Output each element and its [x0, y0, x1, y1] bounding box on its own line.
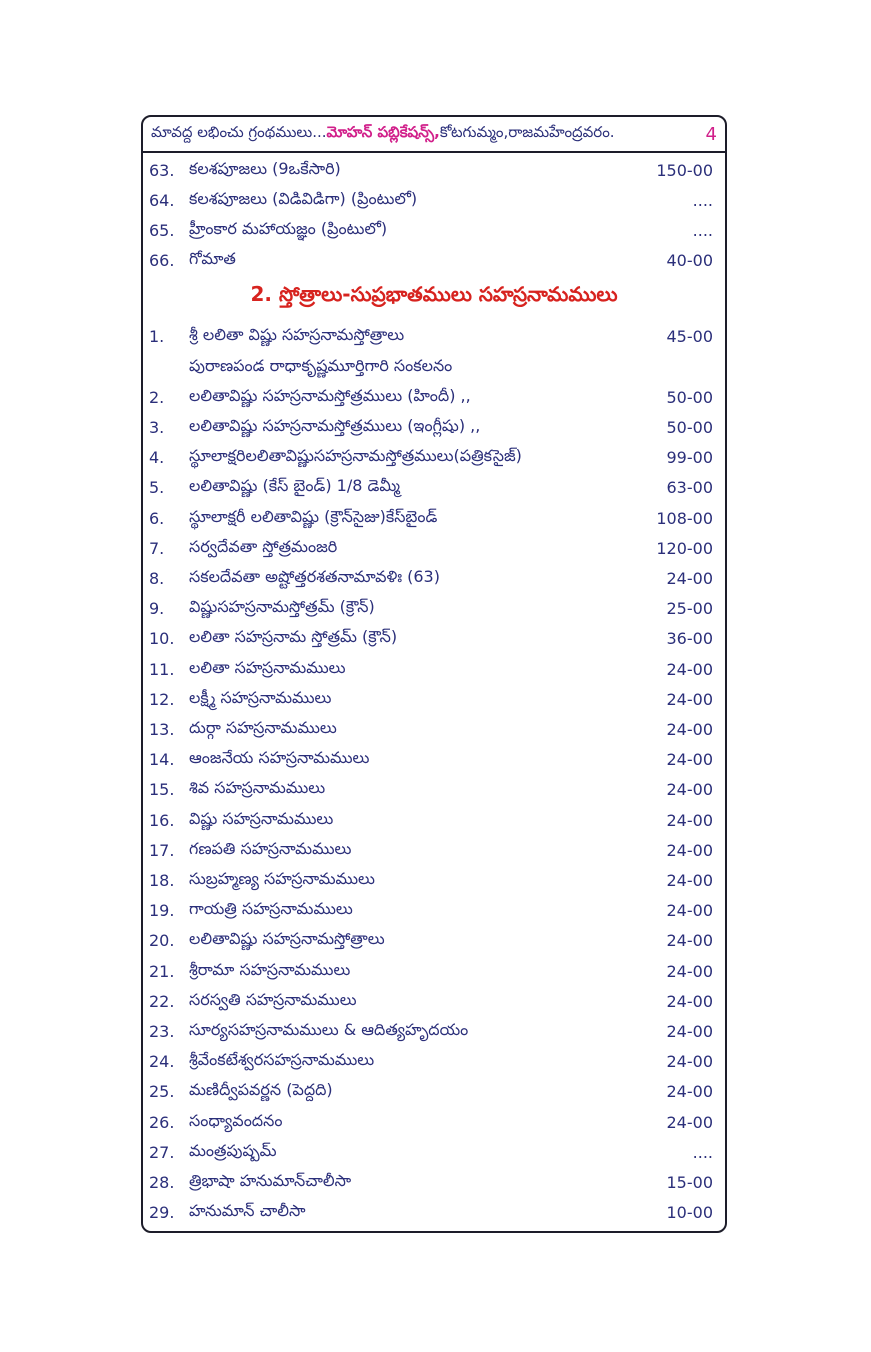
item-number: 12.	[149, 689, 175, 709]
item-title: స్థూలాక్షరిలలితావిష్ణుసహస్రనామస్తోత్రములు(పత్రికసైజ్)	[189, 446, 522, 466]
item-number: 8.	[149, 568, 165, 588]
catalog-row	[149, 382, 713, 412]
item-price: 24-00	[666, 750, 713, 770]
item-price: 24-00	[666, 1082, 713, 1102]
item-number: 65.	[149, 220, 175, 240]
item-title: విష్ణుసహస్రనామస్తోత్రమ్ (క్రౌన్)	[189, 597, 375, 617]
catalog-row	[149, 926, 713, 956]
catalog-row	[149, 775, 713, 805]
item-price: 40-00	[666, 251, 713, 271]
item-number: 26.	[149, 1112, 175, 1132]
item-title: కలశపూజలు (9ఒకేసారి)	[189, 158, 341, 178]
item-number: 17.	[149, 840, 175, 860]
catalog-row	[149, 563, 713, 593]
item-title: లలితావిష్ణు సహస్రనామస్తోత్రాలు	[189, 929, 385, 949]
catalog-row	[149, 805, 713, 835]
item-price: 24-00	[666, 1052, 713, 1072]
item-title: ఆంజనేయ సహస్రనామములు	[189, 748, 370, 768]
item-title: లలితా సహస్రనామ స్తోత్రమ్ (క్రౌన్)	[189, 627, 398, 647]
item-price: 24-00	[666, 870, 713, 890]
catalog-row	[149, 503, 713, 533]
catalog-row	[149, 896, 713, 926]
catalog-row	[149, 443, 713, 473]
item-price: 24-00	[666, 931, 713, 951]
item-number: 2.	[149, 387, 165, 407]
item-price: 24-00	[666, 810, 713, 830]
catalog-row	[149, 956, 713, 986]
catalog-row	[149, 155, 713, 185]
catalog-row	[149, 835, 713, 865]
item-price: 24-00	[666, 689, 713, 709]
catalog-row	[149, 412, 713, 442]
catalog-row	[149, 473, 713, 503]
item-number: 22.	[149, 991, 175, 1011]
item-number: 1.	[149, 327, 165, 347]
item-price: 150-00	[656, 160, 713, 180]
item-price: 24-00	[666, 719, 713, 739]
item-number: 25.	[149, 1082, 175, 1102]
catalog-row	[149, 1198, 713, 1228]
item-title: విష్ణు సహస్రనామములు	[189, 808, 334, 828]
item-title: గాయత్రి సహస్రనామములు	[189, 899, 353, 919]
page-header	[143, 117, 725, 153]
item-title: లక్ష్మీ సహస్రనామములు	[189, 687, 332, 707]
item-number: 29.	[149, 1203, 175, 1223]
item-price: 25-00	[666, 599, 713, 619]
item-number: 14.	[149, 750, 175, 770]
item-price: 24-00	[666, 659, 713, 679]
item-title: లలితావిష్ణు (కేస్ బైండ్) 1/8 డెమ్మీ	[189, 476, 401, 496]
catalog-row	[149, 1077, 713, 1107]
item-price: 36-00	[666, 629, 713, 649]
item-title: మంత్రపుష్పమ్	[189, 1140, 277, 1160]
item-number: 9.	[149, 599, 165, 619]
item-price: 50-00	[666, 417, 713, 437]
catalog-row	[149, 1016, 713, 1046]
item-title: శ్రీ లలితా విష్ణు సహస్రనామస్తోత్రాలు	[189, 325, 405, 345]
section-heading: 2. స్తోత్రాలు-సుప్రభాతములు సహస్రనామములు	[250, 281, 618, 306]
item-title: సకలదేవతా అష్టోత్తరశతనామావళిః (63)	[189, 566, 440, 586]
publisher-place: కోటగుమ్మం,రాజమహేంద్రవరం.	[439, 123, 615, 141]
item-price: 24-00	[666, 1112, 713, 1132]
item-number: 11.	[149, 659, 175, 679]
item-number: 6.	[149, 508, 165, 528]
item-number: 66.	[149, 251, 175, 271]
item-price: 108-00	[656, 508, 713, 528]
item-price: 24-00	[666, 568, 713, 588]
item-title: శ్రీరామా సహస్రనామములు	[189, 959, 351, 979]
catalog-row	[149, 986, 713, 1016]
catalog-row	[149, 684, 713, 714]
item-title: లలితావిష్ణు సహస్రనామస్తోత్రములు (ఇంగ్లీషు) ,,	[189, 415, 481, 435]
catalog-row	[149, 654, 713, 684]
item-number: 21.	[149, 961, 175, 981]
item-number: 4.	[149, 448, 165, 468]
item-title: సర్వదేవతా స్తోత్రమంజరి	[189, 536, 338, 556]
catalog-row	[149, 322, 713, 352]
item-price: 63-00	[666, 478, 713, 498]
catalog-row	[149, 1137, 713, 1167]
item-price: ....	[692, 1142, 713, 1162]
item-number: 13.	[149, 719, 175, 739]
item-number: 3.	[149, 417, 165, 437]
item-number: 64.	[149, 190, 175, 210]
item-title: లలితావిష్ణు సహస్రనామస్తోత్రములు (హిందీ) ,,	[189, 385, 471, 405]
item-number: 28.	[149, 1172, 175, 1192]
item-number: 63.	[149, 160, 175, 180]
item-title: త్రిభాషా హనుమాన్‌చాలీసా	[189, 1170, 352, 1190]
item-title: హనుమాన్ చాలీసా	[189, 1201, 306, 1221]
item-number: 15.	[149, 780, 175, 800]
catalog-row	[149, 1107, 713, 1137]
item-number: 24.	[149, 1052, 175, 1072]
item-title: సరస్వతి సహస్రనామములు	[189, 989, 357, 1009]
item-price: 24-00	[666, 901, 713, 921]
header-lead: మావద్ద లభించు గ్రంథములు...	[151, 123, 327, 141]
publisher-name: మోహన్ పబ్లికేషన్స్,	[326, 123, 440, 141]
item-number: 20.	[149, 931, 175, 951]
item-price: 120-00	[656, 538, 713, 558]
item-number: 10.	[149, 629, 175, 649]
catalog-row	[149, 1167, 713, 1197]
item-title: హ్రీంకార మహాయజ్ఞం (ప్రింటులో)	[189, 218, 388, 238]
page-number: 4	[705, 123, 717, 145]
item-title: గోమాత	[189, 249, 236, 269]
item-title: సుబ్రహ్మణ్య సహస్రనామములు	[189, 868, 375, 888]
item-price: 15-00	[666, 1172, 713, 1192]
item-price: ....	[692, 220, 713, 240]
catalog-row	[149, 865, 713, 895]
catalog-page-frame	[141, 115, 727, 1233]
item-price: 10-00	[666, 1203, 713, 1223]
item-price: 24-00	[666, 991, 713, 1011]
catalog-row	[149, 185, 713, 215]
catalog-row	[149, 624, 713, 654]
item-price: ....	[692, 190, 713, 210]
item-price: 45-00	[666, 327, 713, 347]
item-price: 24-00	[666, 961, 713, 981]
item-title: గణపతి సహస్రనామములు	[189, 838, 352, 858]
item-title: శివ సహస్రనామములు	[189, 778, 326, 798]
catalog-row	[149, 246, 713, 276]
item-title: శ్రీవేంకటేశ్వరసహస్రనామములు	[189, 1050, 375, 1070]
catalog-row	[149, 745, 713, 775]
item-title: లలితా సహస్రనామములు	[189, 657, 346, 677]
item-number: 16.	[149, 810, 175, 830]
item-price: 99-00	[666, 448, 713, 468]
item-price: 24-00	[666, 1021, 713, 1041]
item-title: మణిద్వీపవర్ణన (పెద్దది)	[189, 1080, 333, 1100]
item-number: 5.	[149, 478, 165, 498]
item-price: 24-00	[666, 780, 713, 800]
item-price: 50-00	[666, 387, 713, 407]
item-title: సంధ్యావందనం	[189, 1110, 283, 1130]
item-title: కలశపూజలు (విడివిడిగా) (ప్రింటులో)	[189, 188, 418, 208]
catalog-row	[149, 215, 713, 245]
catalog-row	[149, 714, 713, 744]
item-title: స్థూలాక్షరీ లలితావిష్ణు (క్రౌన్‌సైజు)కేస్‌బైండ్	[189, 506, 438, 526]
item-price: 24-00	[666, 840, 713, 860]
catalog-row	[149, 594, 713, 624]
item-title: దుర్గా సహస్రనామములు	[189, 717, 337, 737]
item-title: పురాణపండ రాధాకృష్ణమూర్తిగారి సంకలనం	[189, 355, 453, 375]
item-number: 19.	[149, 901, 175, 921]
item-number: 18.	[149, 870, 175, 890]
catalog-row	[149, 352, 713, 382]
catalog-row	[149, 1047, 713, 1077]
item-number: 7.	[149, 538, 165, 558]
item-title: సూర్యసహస్రనామములు & ఆదిత్యహృదయం	[189, 1019, 469, 1039]
item-number: 27.	[149, 1142, 175, 1162]
catalog-row	[149, 533, 713, 563]
item-number: 23.	[149, 1021, 175, 1041]
